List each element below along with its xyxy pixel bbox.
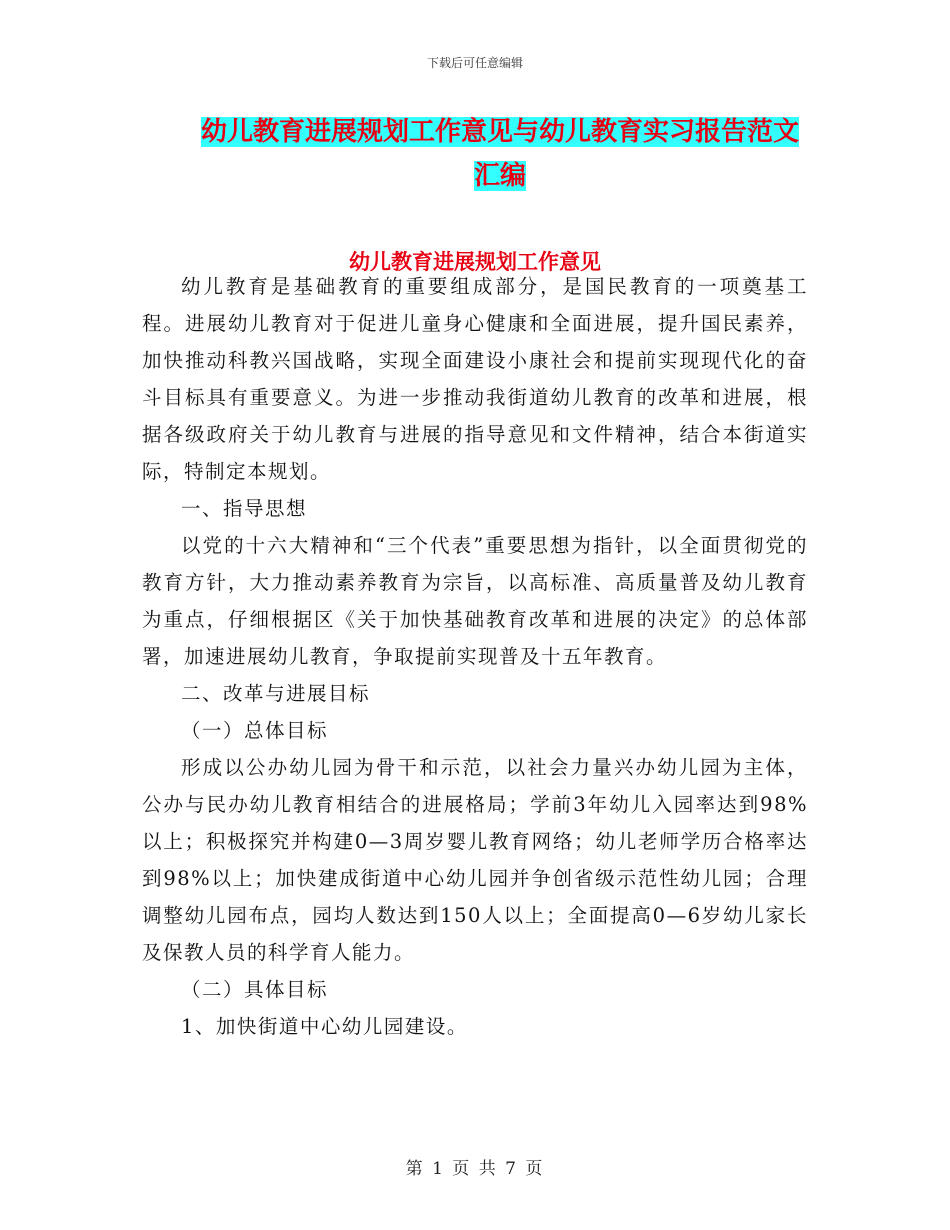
document-title-line-1: 幼儿教育进展规划工作意见与幼儿教育实习报告范文	[200, 117, 799, 147]
paragraph-specific-goal-1: 1、加快街道中心幼儿园建设。	[181, 1015, 468, 1038]
section-title: 幼儿教育进展规划工作意见	[349, 250, 601, 274]
page-header-note: 下载后可任意编辑	[426, 56, 523, 70]
paragraph-guiding-ideology: 以党的十六大精神和“三个代表”重要思想为指针，以全面贯彻党的教育方针，大力推动素养教育为宗旨，以高标准、高质量普及幼儿教育为重点，仔细根据区《关于加快基础教育改革和进展的决定》的总体部署，加速进展幼儿教育，争取提前实现普及十五年教育。	[142, 534, 808, 668]
document-body	[142, 268, 808, 1045]
heading-guiding-ideology: 一、指导思想	[181, 497, 308, 520]
paragraph-intro: 幼儿教育是基础教育的重要组成部分，是国民教育的一项奠基工程。进展幼儿教育对于促进儿童身心健康和全面进展，提升国民素养，加快推动科教兴国战略，实现全面建设小康社会和提前实现现代化的奋斗目标具有重要意义。为进一步推动我街道幼儿教育的改革和进展，根据各级政府关于幼儿教育与进展的指导意见和文件精神，结合本街道实际，特制定本规划。	[142, 275, 808, 483]
page-number: 第 1 页 共 7 页	[405, 1159, 545, 1179]
document-title	[190, 110, 810, 198]
subheading-specific-goals: （二）具体目标	[181, 978, 329, 1001]
subheading-overall-goals: （一）总体目标	[181, 719, 329, 742]
document-title-line-2: 汇编	[473, 161, 526, 191]
paragraph-overall-goals: 形成以公办幼儿园为骨干和示范，以社会力量兴办幼儿园为主体，公办与民办幼儿教育相结合的进展格局；学前3年幼儿入园率达到98%以上；积极探究并构建0—3周岁婴儿教育网络；幼儿老师学历合格率达到98%以上；加快建成街道中心幼儿园并争创省级示范性幼儿园；合理调整幼儿园布点，园均人数达到150人以上；全面提高0—6岁幼儿家长及保教人员的科学育人能力。	[142, 756, 808, 964]
heading-reform-goals: 二、改革与进展目标	[181, 682, 371, 705]
